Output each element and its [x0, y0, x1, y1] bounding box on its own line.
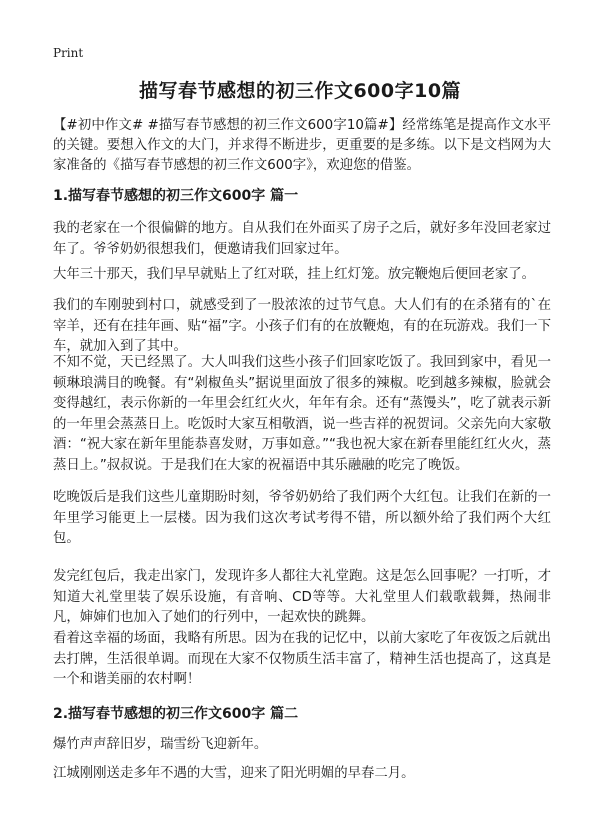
section-1-paragraph: 发完红包后，我走出家门，发现许多人都往大礼堂跑。这是怎么回事呢？一打听，才知道大礼堂里装了娱乐设施，有音响、CD等等。大礼堂里人们载歌载舞，热闹非凡，婶婶们也加入了她们的行列中，一起欢快的跳舞。	[53, 569, 551, 625]
page-title: 描写春节感想的初三作文600字10篇	[138, 80, 462, 102]
section-1-paragraph: 我们的车刚驶到村口，就感受到了一股浓浓的过节气息。大人们有的在杀猪有的`在宰羊，还有在挂年画、贴“福”字。小孩子们有的在放鞭炮，有的在玩游戏。我们一下车，就加入到了其中。	[53, 298, 551, 354]
intro-paragraph: 【#初中作文# #描写春节感想的初三作文600字10篇#】经常练笔是提高作文水平的关键。要想入作文的大门，并求得不断进步，更重要的是多练。以下是文档网为大家准备的《描写春节感想的初三作文600字》，欢迎您的借鉴。	[53, 118, 551, 173]
print-link[interactable]: Print	[53, 46, 84, 60]
section-heading-2: 2.描写春节感想的初三作文600字 篇二	[53, 706, 299, 722]
section-heading-1: 1.描写春节感想的初三作文600字 篇一	[53, 188, 299, 204]
section-1-paragraph: 我的老家在一个很偏僻的地方。自从我们在外面买了房子之后，就好多年没回老家过年了。爷爷奶奶很想我们，便邀请我们回家过年。	[53, 221, 551, 257]
section-1-paragraph: 大年三十那天，我们早早就贴上了红对联，挂上红灯笼。放完鞭炮后便回老家了。	[53, 267, 536, 282]
section-2-paragraph: 江城刚刚送走多年不遇的大雪，迎来了阳光明媚的早春二月。	[53, 766, 415, 781]
section-1-paragraph: 吃晚饭后是我们这些儿童期盼时刻，爷爷奶奶给了我们两个大红包。让我们在新的一年里学习能更上一层楼。因为我们这次考试考得不错，所以额外给了我们两个大红包。	[53, 490, 551, 546]
section-1-paragraph: 不知不觉，天已经黑了。大人叫我们这些小孩子们回家吃饭了。我回到家中，看见一顿琳琅满目的晚餐。有“剁椒鱼头”据说里面放了很多的辣椒。吃到越多辣椒，脸就会变得越红，表示你新的一年里会红红火火，年年有余。还有“蒸馒头”，吃了就表示新的一年里会蒸蒸日上。吃饭时大家互相敬酒，说一些吉祥的祝贺词。父亲先向大家敬酒：“祝大家在新年里能恭喜发财，万事如意。”“我也祝大家在新春里能红红火火，蒸蒸日上。”叔叔说。于是我们在大家的祝福语中其乐融融的吃完了晚饭。	[53, 355, 551, 473]
section-2-paragraph: 爆竹声声辞旧岁，瑞雪纷飞迎新年。	[53, 737, 268, 752]
section-1-paragraph: 看着这幸福的场面，我略有所思。因为在我的记忆中，以前大家吃了年夜饭之后就出去打牌，生活很单调。而现在大家不仅物质生活丰富了，精神生活也提高了，这真是一个和谐美丽的农村啊！	[53, 631, 551, 687]
